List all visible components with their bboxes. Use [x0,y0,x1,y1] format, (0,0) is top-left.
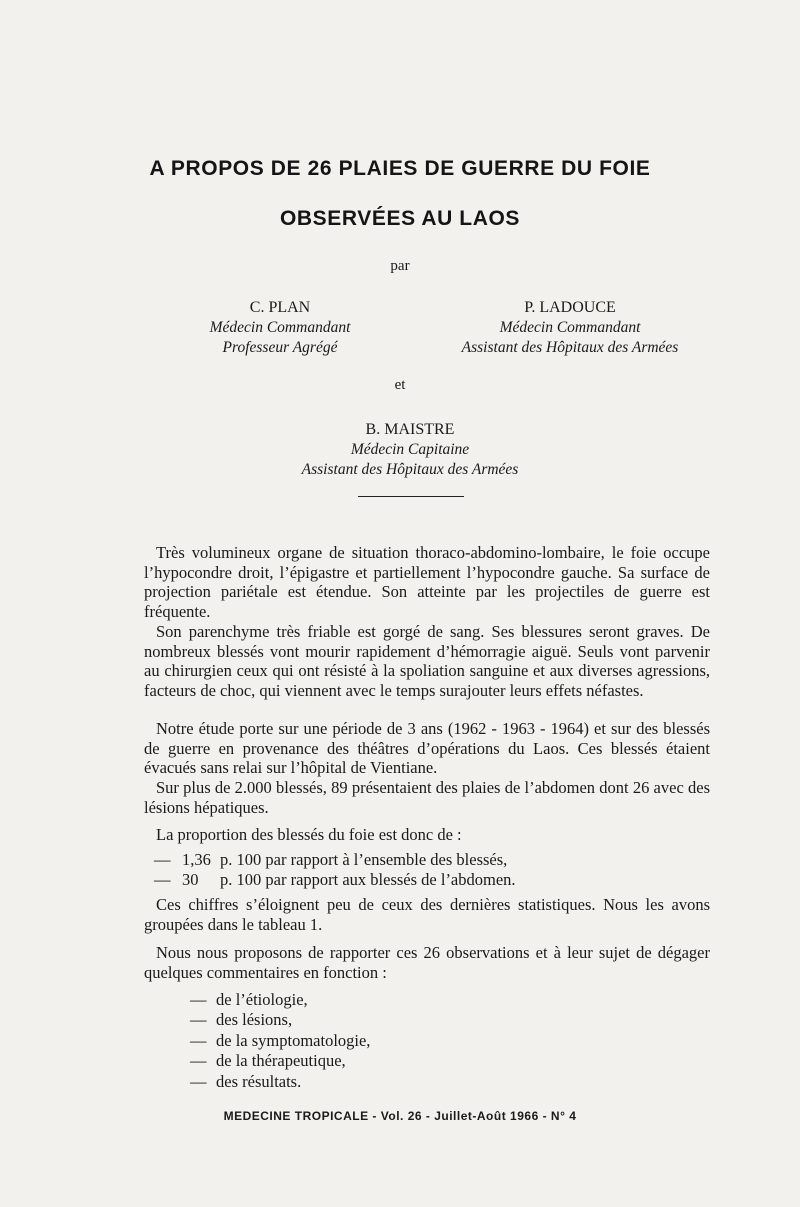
proportion-text: p. 100 par rapport aux blessés de l’abdomen. [220,870,516,890]
author-block-plan [150,298,410,358]
list-item [190,1051,370,1071]
author-name: P. LADOUCE [524,299,616,316]
paragraph-5 [144,825,710,845]
author-role: Médecin Commandant [209,319,351,336]
topic-text: des lésions, [216,1010,293,1030]
separator-rule [358,496,464,497]
author-block-ladouce [420,298,720,358]
et-label: et [394,377,406,393]
list-item [190,990,370,1010]
list-dash: — [190,1051,207,1071]
paragraph-text: Son parenchyme très friable est gorgé de sang. Ses blessures seront graves. De nombreux blessés vont mourir rapidement d’hémorragie aiguë. Seuls vont parvenir au chirurgien ceux qui ont résisté à la spoliation sanguine et aux diverses agressions, facteurs de choc, qui viennent avec le temps surajouter leurs effets néfastes. [144,622,710,700]
topic-text: de la symptomatologie, [216,1030,371,1050]
paragraph-3 [144,719,710,778]
paragraph-text: Sur plus de 2.000 blessés, 89 présentaient des plaies de l’abdomen dont 26 avec des lésions hépatiques. [144,778,710,817]
list-item [154,850,516,870]
author-role: Professeur Agrégé [222,339,338,356]
proportion-value: 30 [182,870,199,890]
paragraph-text: La proportion des blessés du foie est donc de : [156,825,462,844]
list-dash: — [190,1071,207,1091]
author-role: Assistant des Hôpitaux des Armées [461,339,679,356]
proportion-value: 1,36 [182,850,211,869]
author-name: B. MAISTRE [365,421,455,438]
paragraph-1 [144,543,710,621]
paragraph-text: Très volumineux organe de situation thoraco-abdomino-lombaire, le foie occupe l’hypocondre droit, l’épigastre et partiellement l’hypocondre gauche. Sa surface de projection pariétale est étendue. Son atteinte par les projectiles de guerre est fréquente. [144,543,710,621]
list-item [190,1031,370,1051]
article-title-line2: OBSERVÉES AU LAOS [279,207,521,230]
paragraph-2 [144,622,710,700]
proportion-list [154,850,516,891]
topic-text: de la thérapeutique, [216,1051,346,1071]
author-block-maistre [250,420,570,480]
topic-text: de l’étiologie, [216,990,308,1009]
author-role: Assistant des Hôpitaux des Armées [301,461,519,478]
list-dash: — [190,1010,207,1030]
journal-footer: MEDECINE TROPICALE - Vol. 26 - Juillet-Août 1966 - N° 4 [223,1109,577,1123]
article-title-line1: A PROPOS DE 26 PLAIES DE GUERRE DU FOIE [149,157,651,180]
author-role: Médecin Capitaine [350,441,470,458]
author-role: Médecin Commandant [499,319,641,336]
list-dash: — [190,990,207,1009]
paragraph-7 [144,943,710,982]
list-item [190,1072,370,1092]
topic-list [190,990,370,1092]
paragraph-6 [144,895,710,934]
paragraph-4 [144,778,710,817]
topic-text: des résultats. [216,1071,302,1091]
proportion-text: p. 100 par rapport à l’ensemble des blessés, [220,850,508,869]
list-item [154,870,516,890]
list-dash: — [154,870,171,890]
paragraph-text: Notre étude porte sur une période de 3 ans (1962 - 1963 - 1964) et sur des blessés de guerre en provenance des théâtres d’opérations du Laos. Ces blessés étaient évacués sans relai sur l’hôpital de Vientiane. [144,719,710,778]
par-label: par [390,258,410,274]
list-item [190,1010,370,1030]
list-dash: — [190,1030,207,1050]
paragraph-text: Ces chiffres s’éloignent peu de ceux des dernières statistiques. Nous les avons groupées dans le tableau 1. [144,895,710,934]
author-name: C. PLAN [249,299,311,316]
list-dash: — [154,850,171,869]
paragraph-text: Nous nous proposons de rapporter ces 26 observations et à leur sujet de dégager quelques commentaires en fonction : [144,943,710,982]
